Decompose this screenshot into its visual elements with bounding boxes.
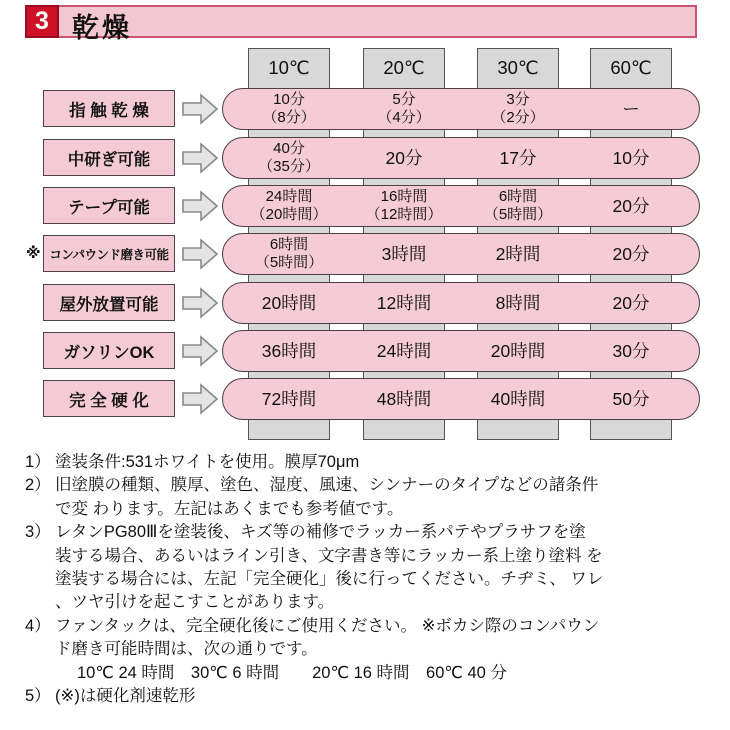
right-arrow-icon [182,287,218,319]
cell-line: （5時間） [483,206,553,223]
column-header-temperature: 30℃ [497,57,539,78]
row-label: ガソリンOK [43,332,175,369]
cell-line: 48時間 [376,389,432,409]
cell-value [575,282,687,324]
cell-line: （12時間） [365,206,443,223]
row-label: テープ可能 [43,187,175,224]
cell-line: （20時間） [250,206,328,223]
footnote-line: (※)は硬化剤速乾形 [55,687,196,706]
cell-value [348,378,460,420]
cell-line: 24時間 [376,341,432,361]
cell-value [233,378,345,420]
cell-line: 20分 [612,196,650,216]
footnote-body [55,474,725,521]
cell-line: 20分 [385,148,423,168]
cell-value [462,330,574,372]
right-arrow-icon [182,383,218,415]
cell-line: 20時間 [490,341,546,361]
right-arrow-icon [182,142,218,174]
footnote-line: で変 わります。左記はあくまでも参考値です。 [55,499,404,518]
cell-line: 5分 [392,91,416,108]
cell-line: 16時間 [380,188,428,205]
cell-line: ー [622,99,640,119]
cell-line: 20分 [612,293,650,313]
cell-value [348,137,460,179]
cell-value [233,330,345,372]
cell-line: 6時間 [269,236,309,253]
cell-value [575,137,687,179]
footnote-line: 、ツヤ引けを起こすことがあります。 [55,593,335,612]
footnote-item [25,521,725,615]
footnote-line: レタンPG80Ⅲを塗装後、キズ等の補修でラッカー系パテやプラサフを塗 [55,523,586,542]
cell-line: 10分 [612,148,650,168]
cell-line: （4分） [377,109,431,126]
cell-value [233,185,345,227]
cell-line: 72時間 [261,389,317,409]
footnote-compound-times: 10℃ 24 時間 30℃ 6 時間 20℃ 16 時間 60℃ 40 分 [77,663,507,682]
footnote-body [55,685,725,708]
cell-value [575,88,687,130]
cell-line: 20時間 [261,293,317,313]
footnote-line: ファンタックは、完全硬化後にご使用ください。 ※ボカシ際のコンパウン [55,616,600,635]
cell-value [348,330,460,372]
footnotes [25,451,725,708]
cell-line: （2分） [491,109,545,126]
footnote-item [25,685,725,708]
footnote-number: 2） [25,476,51,495]
cell-value [233,137,345,179]
cell-line: 12時間 [376,293,432,313]
right-arrow-icon [182,190,218,222]
footnote-item [25,474,725,521]
cell-line: 40時間 [490,389,546,409]
row-label: 中研ぎ可能 [43,139,175,176]
footnote-line: 装する場合、あるいはライン引き、文字書き等にラッカー系上塗り塗料 を [55,546,603,565]
cell-line: 50分 [612,389,650,409]
cell-value [462,88,574,130]
cell-line: （8分） [262,109,316,126]
cell-value [575,330,687,372]
footnote-item [25,615,725,685]
section-number: 3 [35,7,49,35]
cell-line: 2時間 [495,244,541,264]
right-arrow-icon [182,93,218,125]
cell-value [348,233,460,275]
cell-line: 3分 [506,91,530,108]
cell-value [575,378,687,420]
footnote-number: 1） [25,453,51,471]
cell-value [348,88,460,130]
asterisk-note-mark: ※ [26,245,41,262]
cell-value [575,185,687,227]
footnote-number: 3） [25,523,51,542]
cell-value [462,185,574,227]
cell-line: 17分 [499,148,537,168]
cell-line: 36時間 [261,341,317,361]
footnote-line: 旧塗膜の種類、膜厚、塗色、湿度、風速、シンナーのタイプなどの諸条件 [55,476,599,495]
cell-value [575,233,687,275]
right-arrow-icon [182,238,218,270]
cell-value [233,233,345,275]
section-title: 乾燥 [72,13,132,43]
row-label: コンパウンド磨き可能 [43,235,175,272]
cell-value [348,282,460,324]
cell-line: 40分 [273,140,305,157]
cell-value [233,282,345,324]
cell-line: 6時間 [498,188,538,205]
cell-value [348,185,460,227]
footnote-line: ド磨き可能時間は、次の通りです。 [55,640,318,659]
cell-line: 8時間 [495,293,541,313]
cell-line: 20分 [612,244,650,264]
row-label: 屋外放置可能 [43,284,175,321]
footnote-item [25,451,725,474]
cell-line: （5時間） [254,254,324,271]
cell-value [462,378,574,420]
cell-value [233,88,345,130]
cell-line: （35分） [258,158,320,175]
footnote-body [55,615,725,685]
column-header-temperature: 60℃ [610,57,652,78]
footnote-body [55,451,725,474]
footnote-number: 5） [25,687,51,706]
footnote-number: 4） [25,616,51,635]
cell-value [462,282,574,324]
cell-value [462,137,574,179]
section-number-box [25,5,59,38]
cell-line: 30分 [612,341,650,361]
cell-line: 3時間 [381,244,427,264]
cell-value [462,233,574,275]
column-header-temperature: 20℃ [383,57,425,78]
row-label: 指 触 乾 燥 [43,90,175,127]
footnote-line: 塗装する場合には、左記「完全硬化」後に行ってください。チヂミ、 ワレ [55,570,604,589]
cell-line: 10分 [273,91,305,108]
cell-line: 24時間 [265,188,313,205]
row-label: 完 全 硬 化 [43,380,175,417]
right-arrow-icon [182,335,218,367]
footnote-line: 塗装条件:531ホワイトを使用。膜厚70μm [55,453,360,471]
column-header-temperature: 10℃ [268,57,310,78]
footnote-body [55,521,725,615]
